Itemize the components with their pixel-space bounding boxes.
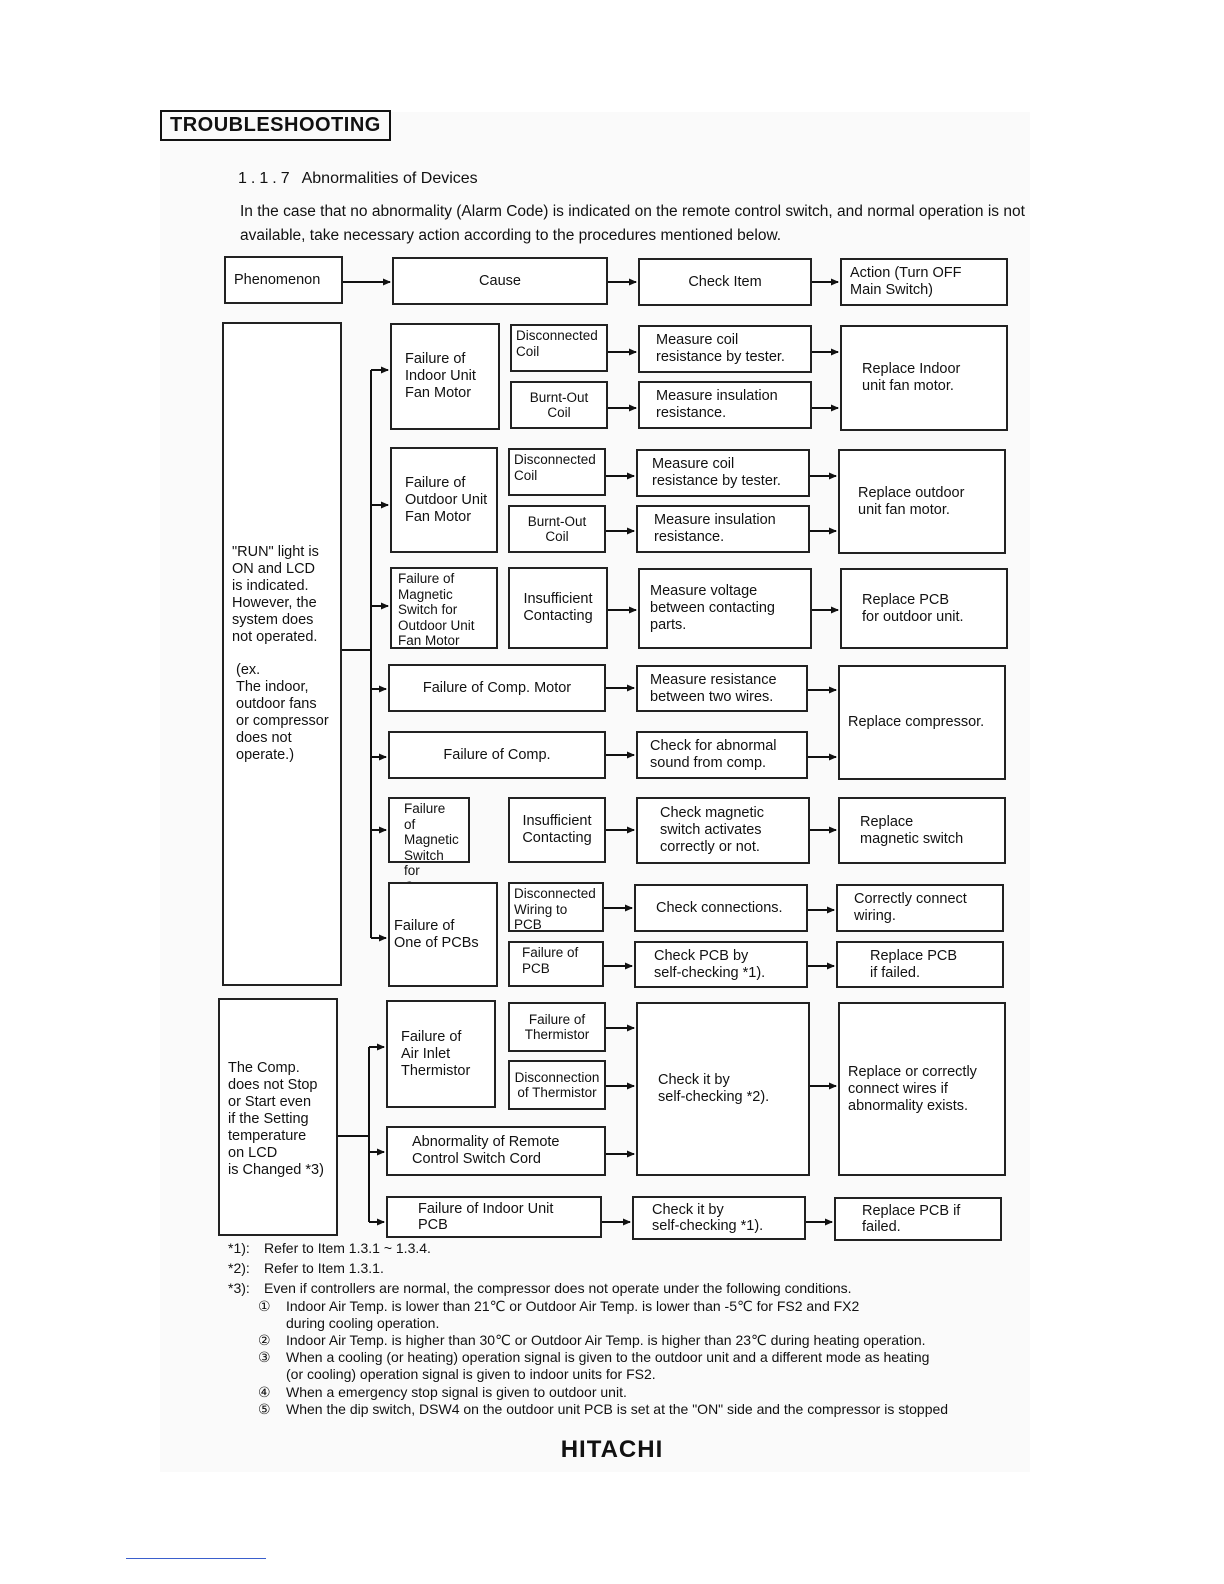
condition-2-num: ②: [258, 1332, 271, 1349]
cause-remote-cord-abnormality: Abnormality of Remote Control Switch Cord: [386, 1126, 606, 1176]
footnotes: [228, 1240, 1028, 1418]
subcause-disconnected-coil: Disconnected Coil: [510, 324, 608, 372]
check-connections: Check connections.: [634, 884, 808, 932]
condition-5-text: When the dip switch, DSW4 on the outdoor unit PCB is set at the "ON" side and the compressor is stopped: [286, 1400, 949, 1417]
phenomenon-example-text: (ex. The indoor, outdoor fans or compressor does not operate.): [236, 662, 329, 763]
check-pcb-self-checking: Check PCB by self-checking *1).: [634, 941, 808, 988]
cause-one-of-pcbs: Failure of One of PCBs: [388, 882, 498, 987]
subcause-pcb-failure: Failure of PCB: [508, 941, 604, 987]
column-phenomenon: Phenomenon: [224, 256, 343, 304]
condition-1: [228, 1298, 1028, 1332]
check-coil-resistance-outdoor: Measure coil resistance by tester.: [636, 449, 810, 497]
cause-outdoor-fan-motor: Failure of Outdoor Unit Fan Motor: [390, 447, 498, 553]
action-replace-pcb-if-failed-2: Replace PCB if failed.: [834, 1197, 1002, 1241]
subcause-thermistor-disconnection: Disconnection of Thermistor: [508, 1060, 606, 1110]
condition-4-num: ④: [258, 1383, 271, 1400]
check-abnormal-sound: Check for abnormal sound from comp.: [636, 731, 808, 779]
cause-indoor-unit-pcb: Failure of Indoor Unit PCB: [386, 1196, 602, 1238]
footnote-2-key: *2):: [228, 1260, 250, 1277]
check-insulation-resistance: Measure insulation resistance.: [638, 381, 812, 429]
hitachi-logo: HITACHI: [560, 1436, 664, 1463]
action-correctly-connect-wiring: Correctly connect wiring.: [836, 884, 1004, 932]
cause-indoor-fan-motor: Failure of Indoor Unit Fan Motor: [390, 323, 500, 430]
cause-air-inlet-thermistor: Failure of Air Inlet Thermistor: [386, 1000, 496, 1108]
section-title: Abnormalities of Devices: [301, 170, 478, 187]
footnote-2-text: Refer to Item 1.3.1.: [264, 1260, 384, 1277]
intro-paragraph: In the case that no abnormality (Alarm Code) is indicated on the remote control switch, and normal operation is not available, take necessary action according to the procedures mentioned below.: [240, 203, 1025, 244]
cause-comp: Failure of Comp.: [388, 731, 606, 779]
footnote-1-key: *1):: [228, 1240, 250, 1256]
action-replace-pcb-outdoor: Replace PCB for outdoor unit.: [840, 568, 1008, 649]
column-check-item: Check Item: [638, 258, 812, 306]
cause-magnetic-switch-comp: Failure of Magnetic Switch for: [388, 797, 470, 863]
footnote-3-text: Even if controllers are normal, the compressor does not operate under the following conditions.: [264, 1280, 852, 1297]
section-number: 1.1.7: [238, 170, 294, 187]
phenomenon-comp-text: The Comp. does not Stop or Start even if the Setting temperature on LCD is Changed *3): [228, 1060, 324, 1178]
check-self-checking-1: Check it by self-checking *1).: [632, 1196, 806, 1240]
condition-5-num: ⑤: [258, 1400, 271, 1417]
subcause-insufficient-contacting-outdoor: Insufficient Contacting: [508, 567, 608, 649]
phenomenon-comp-not-stop: [218, 998, 338, 1236]
footnote-3-key: *3):: [228, 1280, 250, 1297]
condition-3: [228, 1349, 1028, 1383]
condition-2: [228, 1332, 1028, 1349]
footnote-2: [228, 1260, 1028, 1277]
check-coil-resistance: Measure coil resistance by tester.: [638, 325, 812, 373]
footnote-1: [228, 1240, 1028, 1257]
condition-3-text: When a cooling (or heating) operation signal is given to the outdoor unit and a different mode as heating (or cooling) operation signal is given to indoor units for FS2.: [286, 1349, 930, 1383]
check-self-checking-2: Check it by self-checking *2).: [636, 1002, 810, 1176]
phenomenon-run-light-text: "RUN" light is ON and LCD is indicated. However, the system does not operated.: [232, 544, 319, 645]
condition-1-text: Indoor Air Temp. is lower than 21℃ or Outdoor Air Temp. is lower than -5℃ for FS2 and FX2 during cooling operation.: [286, 1297, 860, 1331]
action-replace-pcb-if-failed: Replace PCB if failed.: [836, 941, 1004, 988]
condition-4: [228, 1384, 1028, 1401]
page-title: TROUBLESHOOTING: [160, 110, 391, 141]
footnote-3: [228, 1280, 1028, 1297]
subcause-insufficient-contacting-comp: Insufficient Contacting: [508, 797, 606, 863]
check-insulation-resistance-outdoor: Measure insulation resistance.: [636, 505, 810, 553]
column-cause: Cause: [392, 257, 608, 305]
subcause-thermistor-failure: Failure of Thermistor: [508, 1002, 606, 1052]
condition-1-num: ①: [258, 1297, 271, 1314]
cause-magnetic-switch-outdoor: Failure of Magnetic Switch for Outdoor Unit Fan Motor: [390, 567, 498, 649]
cause-comp-motor: Failure of Comp. Motor: [388, 664, 606, 712]
subcause-disconnected-wiring-pcb: Disconnected Wiring to PCB: [508, 882, 604, 932]
condition-2-text: Indoor Air Temp. is higher than 30℃ or Outdoor Air Temp. is higher than 23℃ during heating operation.: [286, 1332, 926, 1349]
check-voltage-contacts: Measure voltage between contacting parts.: [638, 568, 812, 649]
condition-4-text: When a emergency stop signal is given to outdoor unit.: [286, 1383, 627, 1400]
check-magnetic-switch: Check magnetic switch activates correctly or not.: [636, 797, 810, 864]
action-replace-outdoor-fan: Replace outdoor unit fan motor.: [838, 449, 1006, 554]
subcause-burnt-out-coil: Burnt-Out Coil: [510, 381, 608, 429]
action-replace-or-connect-wires: Replace or correctly connect wires if abnormality exists.: [838, 1002, 1006, 1176]
check-resistance-two-wires: Measure resistance between two wires.: [636, 665, 808, 712]
phenomenon-run-light: [222, 322, 342, 986]
action-replace-indoor-fan: Replace Indoor unit fan motor.: [840, 325, 1008, 431]
subcause-disconnected-coil-outdoor: Disconnected Coil: [508, 448, 606, 496]
column-action: Action (Turn OFF Main Switch): [840, 258, 1008, 306]
action-replace-magnetic-switch: Replace magnetic switch: [838, 797, 1006, 864]
subcause-burnt-out-coil-outdoor: Burnt-Out Coil: [508, 505, 606, 553]
footnote-1-text: Refer to Item 1.3.1 ~ 1.3.4.: [264, 1240, 431, 1256]
footer-link-underline: [126, 1558, 266, 1559]
condition-5: [228, 1401, 1028, 1418]
action-replace-compressor: Replace compressor.: [838, 665, 1006, 780]
condition-3-num: ③: [258, 1349, 271, 1366]
